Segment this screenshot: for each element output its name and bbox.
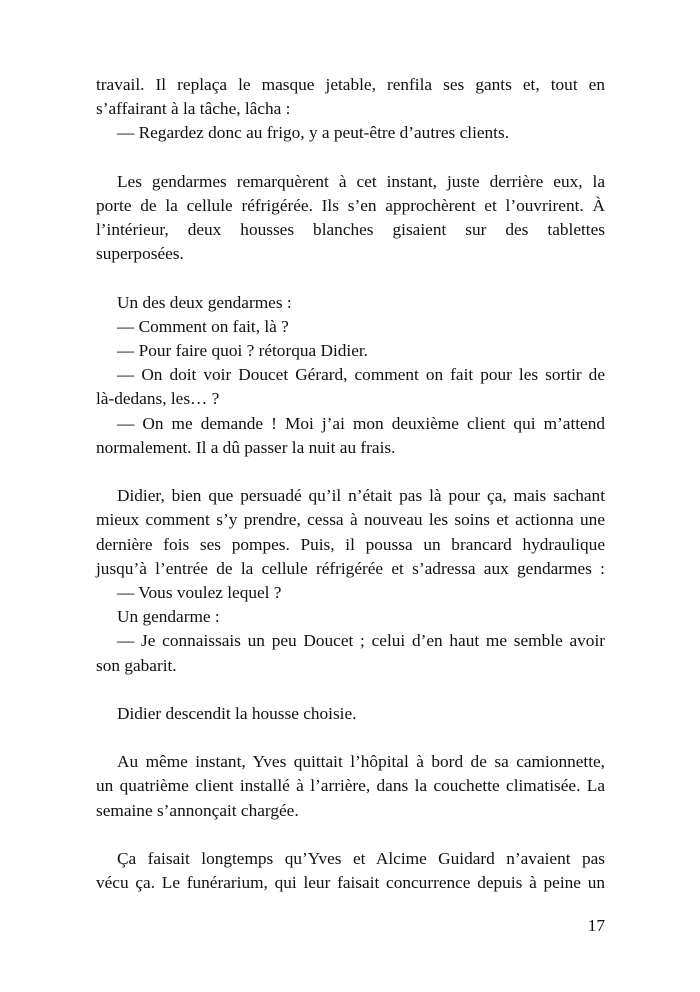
dialogue-line: — Pour faire quoi ? rétorqua Didier. (117, 341, 368, 361)
page-body (96, 73, 605, 895)
paragraph-gap (96, 146, 605, 170)
text-line: l’intérieur, deux housses blanches gisaient sur des tablettes (96, 220, 605, 240)
text-line: là-dedans, les… ? (96, 389, 220, 409)
dialogue-line: — Vous voulez lequel ? (117, 582, 282, 602)
text-line: mieux comment s’y prendre, cessa à nouveau les soins et actionna une (96, 510, 605, 530)
text-line: semaine s’annonçait chargée. (96, 800, 299, 820)
dialogue-line: — On doit voir Doucet Gérard, comment on fait pour les sortir de (117, 365, 605, 385)
paragraph-gap (96, 460, 605, 484)
text-line: superposées. (96, 244, 184, 264)
text-line: jusqu’à l’entrée de la cellule réfrigérée et s’adressa aux gendarmes : (96, 558, 605, 578)
text-line: dernière fois ses pompes. Puis, il poussa un brancard hydraulique (96, 534, 605, 554)
paragraph-gap (96, 267, 605, 291)
text-line: s’affairant à la tâche, lâcha : (96, 99, 291, 119)
text-line: Au même instant, Yves quittait l’hôpital à bord de sa camionnette, (117, 752, 605, 772)
page-number: 17 (587, 916, 605, 935)
text-line: travail. Il replaça le masque jetable, renfila ses gants et, tout en (96, 75, 605, 94)
text-line: Un gendarme : (117, 607, 220, 627)
paragraph-gap (96, 823, 605, 847)
dialogue-line: — Je connaissais un peu Doucet ; celui d’en haut me semble avoir (117, 631, 605, 651)
text-line: un quatrième client installé à l’arrière, dans la couchette climatisée. La (96, 776, 605, 796)
text-line: Les gendarmes remarquèrent à cet instant, juste derrière eux, la (117, 171, 605, 191)
text-line: Didier, bien que persuadé qu’il n’était pas là pour ça, mais sachant (117, 486, 605, 506)
dialogue-line: — On me demande ! Moi j’ai mon deuxième client qui m’attend (117, 413, 605, 433)
text-line: Ça faisait longtemps qu’Yves et Alcime Guidard n’avaient pas (117, 849, 605, 868)
text-line: son gabarit. (96, 655, 177, 675)
paragraph-gap (96, 726, 605, 750)
text-line: porte de la cellule réfrigérée. Ils s’en approchèrent et l’ouvrirent. À (96, 195, 605, 215)
text-line: Didier descendit la housse choisie. (117, 703, 357, 723)
text-line: normalement. Il a dû passer la nuit au frais. (96, 437, 396, 457)
text-line: vécu ça. Le funérarium, qui leur faisait concurrence depuis à peine un (96, 873, 605, 893)
text-line: Un des deux gendarmes : (117, 292, 292, 312)
dialogue-line: — Regardez donc au frigo, y a peut-être d’autres clients. (117, 123, 510, 143)
dialogue-line: — Comment on fait, là ? (117, 316, 289, 336)
paragraph-gap (96, 678, 605, 702)
